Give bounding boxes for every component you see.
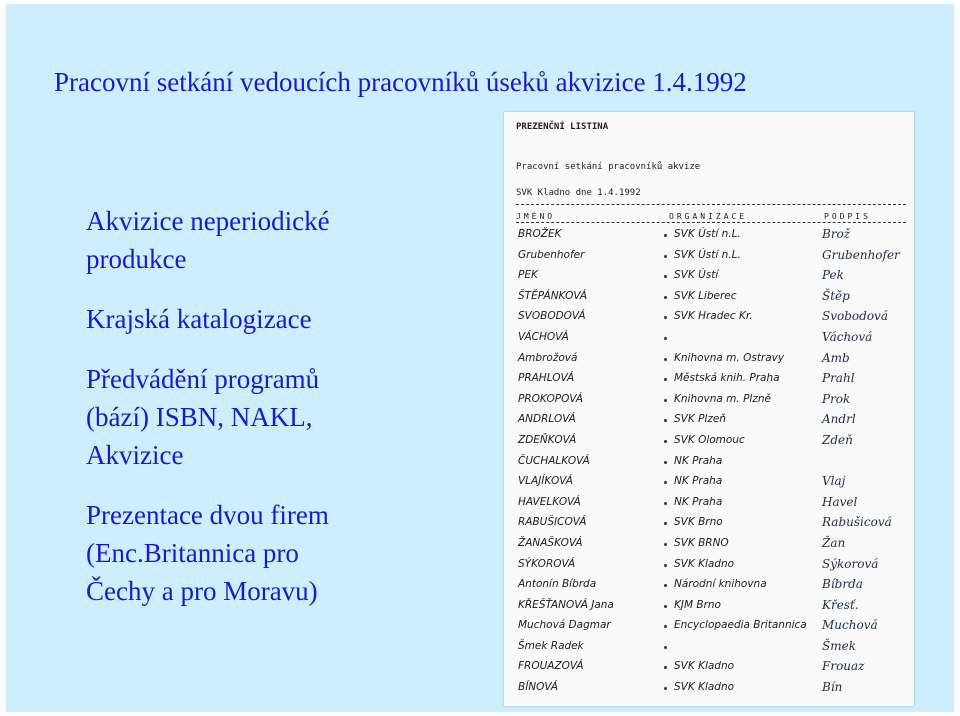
column-header-name: JMÉNO xyxy=(516,212,556,221)
attendee-name: Grubenhofer xyxy=(518,248,585,261)
attendee-name: ANDRLOVÁ xyxy=(518,413,576,426)
bullet-dot xyxy=(664,481,667,484)
attendee-name: Muchová Dagmar xyxy=(518,619,611,632)
attendance-row xyxy=(504,390,914,411)
attendee-signature: Svobodová xyxy=(822,309,888,324)
attendance-rows xyxy=(504,225,914,699)
attendee-signature: Pek xyxy=(822,268,844,283)
column-header-signature: PODPIS xyxy=(824,212,871,221)
sheet-divider xyxy=(516,222,906,223)
attendance-row xyxy=(504,225,914,246)
attendee-signature: Prahl xyxy=(822,371,855,386)
attendee-signature: Zdeň xyxy=(822,432,853,447)
attendance-row xyxy=(504,657,914,678)
attendee-name: PRAHLOVÁ xyxy=(518,372,575,385)
sheet-meeting-title: Pracovní setkání pracovníků akvize xyxy=(516,162,701,172)
attendee-organization: SVK Brno xyxy=(674,516,723,529)
bullet-dot xyxy=(664,543,667,546)
bullet-dot xyxy=(664,440,667,443)
attendee-name: Šmek Radek xyxy=(518,639,584,652)
bullet-item: Krajská katalogizace xyxy=(86,304,312,334)
attendance-row xyxy=(504,349,914,370)
attendee-signature: Žan xyxy=(822,535,846,550)
attendance-row xyxy=(504,513,914,534)
attendee-name: VÁCHOVÁ xyxy=(518,330,569,343)
attendee-name: PEK xyxy=(518,269,538,282)
attendee-organization: SVK Ústí n.L. xyxy=(674,228,741,240)
attendance-row xyxy=(504,493,914,514)
attendee-organization: SVK Kladno xyxy=(674,557,735,570)
attendee-name: Antonín Bíbrda xyxy=(518,578,597,591)
bullet-dot xyxy=(664,419,667,422)
attendee-signature: Rabušicová xyxy=(822,515,892,530)
attendee-name: PROKOPOVÁ xyxy=(518,392,584,405)
bullet-item: Předvádění programů (bází) ISBN, NAKL, Akvizice xyxy=(86,364,320,470)
attendance-row xyxy=(504,287,914,308)
slide-title: Pracovní setkání vedoucích pracovníků úseků akvizice 1.4.1992 xyxy=(54,67,747,97)
bullet-list xyxy=(86,202,506,610)
attendee-name: VLAJÍKOVÁ xyxy=(518,475,573,488)
attendee-signature: Havel xyxy=(822,494,858,509)
attendee-name: BROŽEK xyxy=(518,228,562,240)
attendee-name: BÍNOVÁ xyxy=(518,681,559,694)
attendee-signature: Štěp xyxy=(822,288,850,303)
attendee-signature: Andrl xyxy=(822,412,856,427)
bullet-dot xyxy=(664,234,667,237)
bullet-dot xyxy=(664,666,667,669)
attendee-name: SVOBODOVÁ xyxy=(518,310,586,323)
bullet-dot xyxy=(664,337,667,340)
attendance-row xyxy=(504,534,914,555)
attendee-signature: Bín xyxy=(822,680,843,695)
bullet-dot xyxy=(664,564,667,567)
attendee-organization: NK Praha xyxy=(674,495,723,508)
attendee-organization: SVK Plzeň xyxy=(674,413,726,426)
attendee-name: ČUCHALKOVÁ xyxy=(518,454,590,467)
attendee-organization: Národní knihovna xyxy=(674,578,767,591)
attendance-sheet-scan xyxy=(504,112,914,706)
bullet-dot xyxy=(664,358,667,361)
attendee-organization: SVK Olomouc xyxy=(674,433,745,446)
attendee-name: RABUŠICOVÁ xyxy=(518,516,587,529)
bullet-dot xyxy=(664,646,667,649)
attendee-signature: Brož xyxy=(822,227,851,241)
attendee-signature: Křesť. xyxy=(822,597,859,612)
attendee-name: SÝKOROVÁ xyxy=(518,557,576,570)
bullet-dot xyxy=(664,625,667,628)
attendee-name: HAVELKOVÁ xyxy=(518,495,581,508)
column-header-organization: ORGANIZACE xyxy=(669,212,748,221)
attendee-signature: Váchová xyxy=(822,329,873,344)
attendee-signature: Vlaj xyxy=(822,474,846,489)
bullet-dot xyxy=(664,522,667,525)
bullet-dot xyxy=(664,399,667,402)
bullet-dot xyxy=(664,275,667,278)
attendance-row xyxy=(504,596,914,617)
attendance-row xyxy=(504,616,914,637)
attendee-organization: SVK Liberec xyxy=(674,289,737,302)
attendance-row xyxy=(504,307,914,328)
attendee-name: FROUAZOVÁ xyxy=(518,660,584,673)
bullet-dot xyxy=(664,502,667,505)
bullet-item: Prezentace dvou firem (Enc.Britannica pro Čechy a pro Moravu) xyxy=(86,500,329,606)
attendance-row xyxy=(504,472,914,493)
attendance-row xyxy=(504,431,914,452)
attendee-organization: NK Praha xyxy=(674,454,723,467)
attendee-signature: Amb xyxy=(822,350,850,365)
attendance-row xyxy=(504,266,914,287)
attendee-signature: Prok xyxy=(822,391,851,406)
attendance-row xyxy=(504,452,914,473)
attendee-signature: Bíbrda xyxy=(822,577,863,592)
attendance-row xyxy=(504,369,914,390)
attendee-organization: SVK Ústí n.L. xyxy=(674,248,741,261)
attendee-organization: SVK Kladno xyxy=(674,681,735,694)
attendance-row xyxy=(504,678,914,699)
attendee-organization: SVK Ústí xyxy=(674,269,719,282)
attendance-row xyxy=(504,575,914,596)
bullet-dot xyxy=(664,687,667,690)
sheet-place-date: SVK Kladno dne 1.4.1992 xyxy=(516,188,641,198)
attendee-signature: Grubenhofer xyxy=(822,247,900,262)
attendee-organization: Městská knih. Praha xyxy=(674,372,780,385)
attendance-row xyxy=(504,555,914,576)
attendee-name: KŘEŠŤANOVÁ Jana xyxy=(518,598,614,611)
attendance-row xyxy=(504,328,914,349)
attendance-row xyxy=(504,410,914,431)
attendee-organization: SVK BRNO xyxy=(674,536,729,549)
bullet-dot xyxy=(664,605,667,608)
attendee-name: ŽANAŠKOVÁ xyxy=(518,536,583,549)
attendee-signature: Frouaz xyxy=(822,659,865,674)
attendee-name: ZDEŇKOVÁ xyxy=(518,433,577,446)
attendance-row xyxy=(504,246,914,267)
bullet-dot xyxy=(664,255,667,258)
attendee-organization: Encyclopaedia Britannica xyxy=(674,619,807,632)
attendee-organization: NK Praha xyxy=(674,475,723,488)
bullet-dot xyxy=(664,584,667,587)
bullet-item: Akvizice neperiodické produkce xyxy=(86,206,330,274)
attendee-organization: KJM Brno xyxy=(674,598,721,611)
sheet-heading: PREZENČNÍ LISTINA xyxy=(516,122,609,132)
attendee-signature: Muchová xyxy=(822,618,878,633)
bullet-dot xyxy=(664,316,667,319)
attendee-organization: SVK Kladno xyxy=(674,660,735,673)
attendee-organization: Knihovna m. Ostravy xyxy=(674,351,785,364)
attendee-signature: Sýkorová xyxy=(822,556,879,571)
sheet-divider xyxy=(516,204,906,205)
bullet-dot xyxy=(664,378,667,381)
attendee-signature: Šmek xyxy=(822,638,856,653)
attendance-row xyxy=(504,637,914,658)
attendee-name: ŠTĚPÁNKOVÁ xyxy=(518,289,588,302)
bullet-dot xyxy=(664,461,667,464)
bullet-dot xyxy=(664,296,667,299)
attendee-name: Ambrožová xyxy=(518,351,578,364)
attendee-organization: Knihovna m. Plzně xyxy=(674,392,771,405)
slide xyxy=(6,4,954,712)
attendee-organization: SVK Hradec Kr. xyxy=(674,310,753,323)
